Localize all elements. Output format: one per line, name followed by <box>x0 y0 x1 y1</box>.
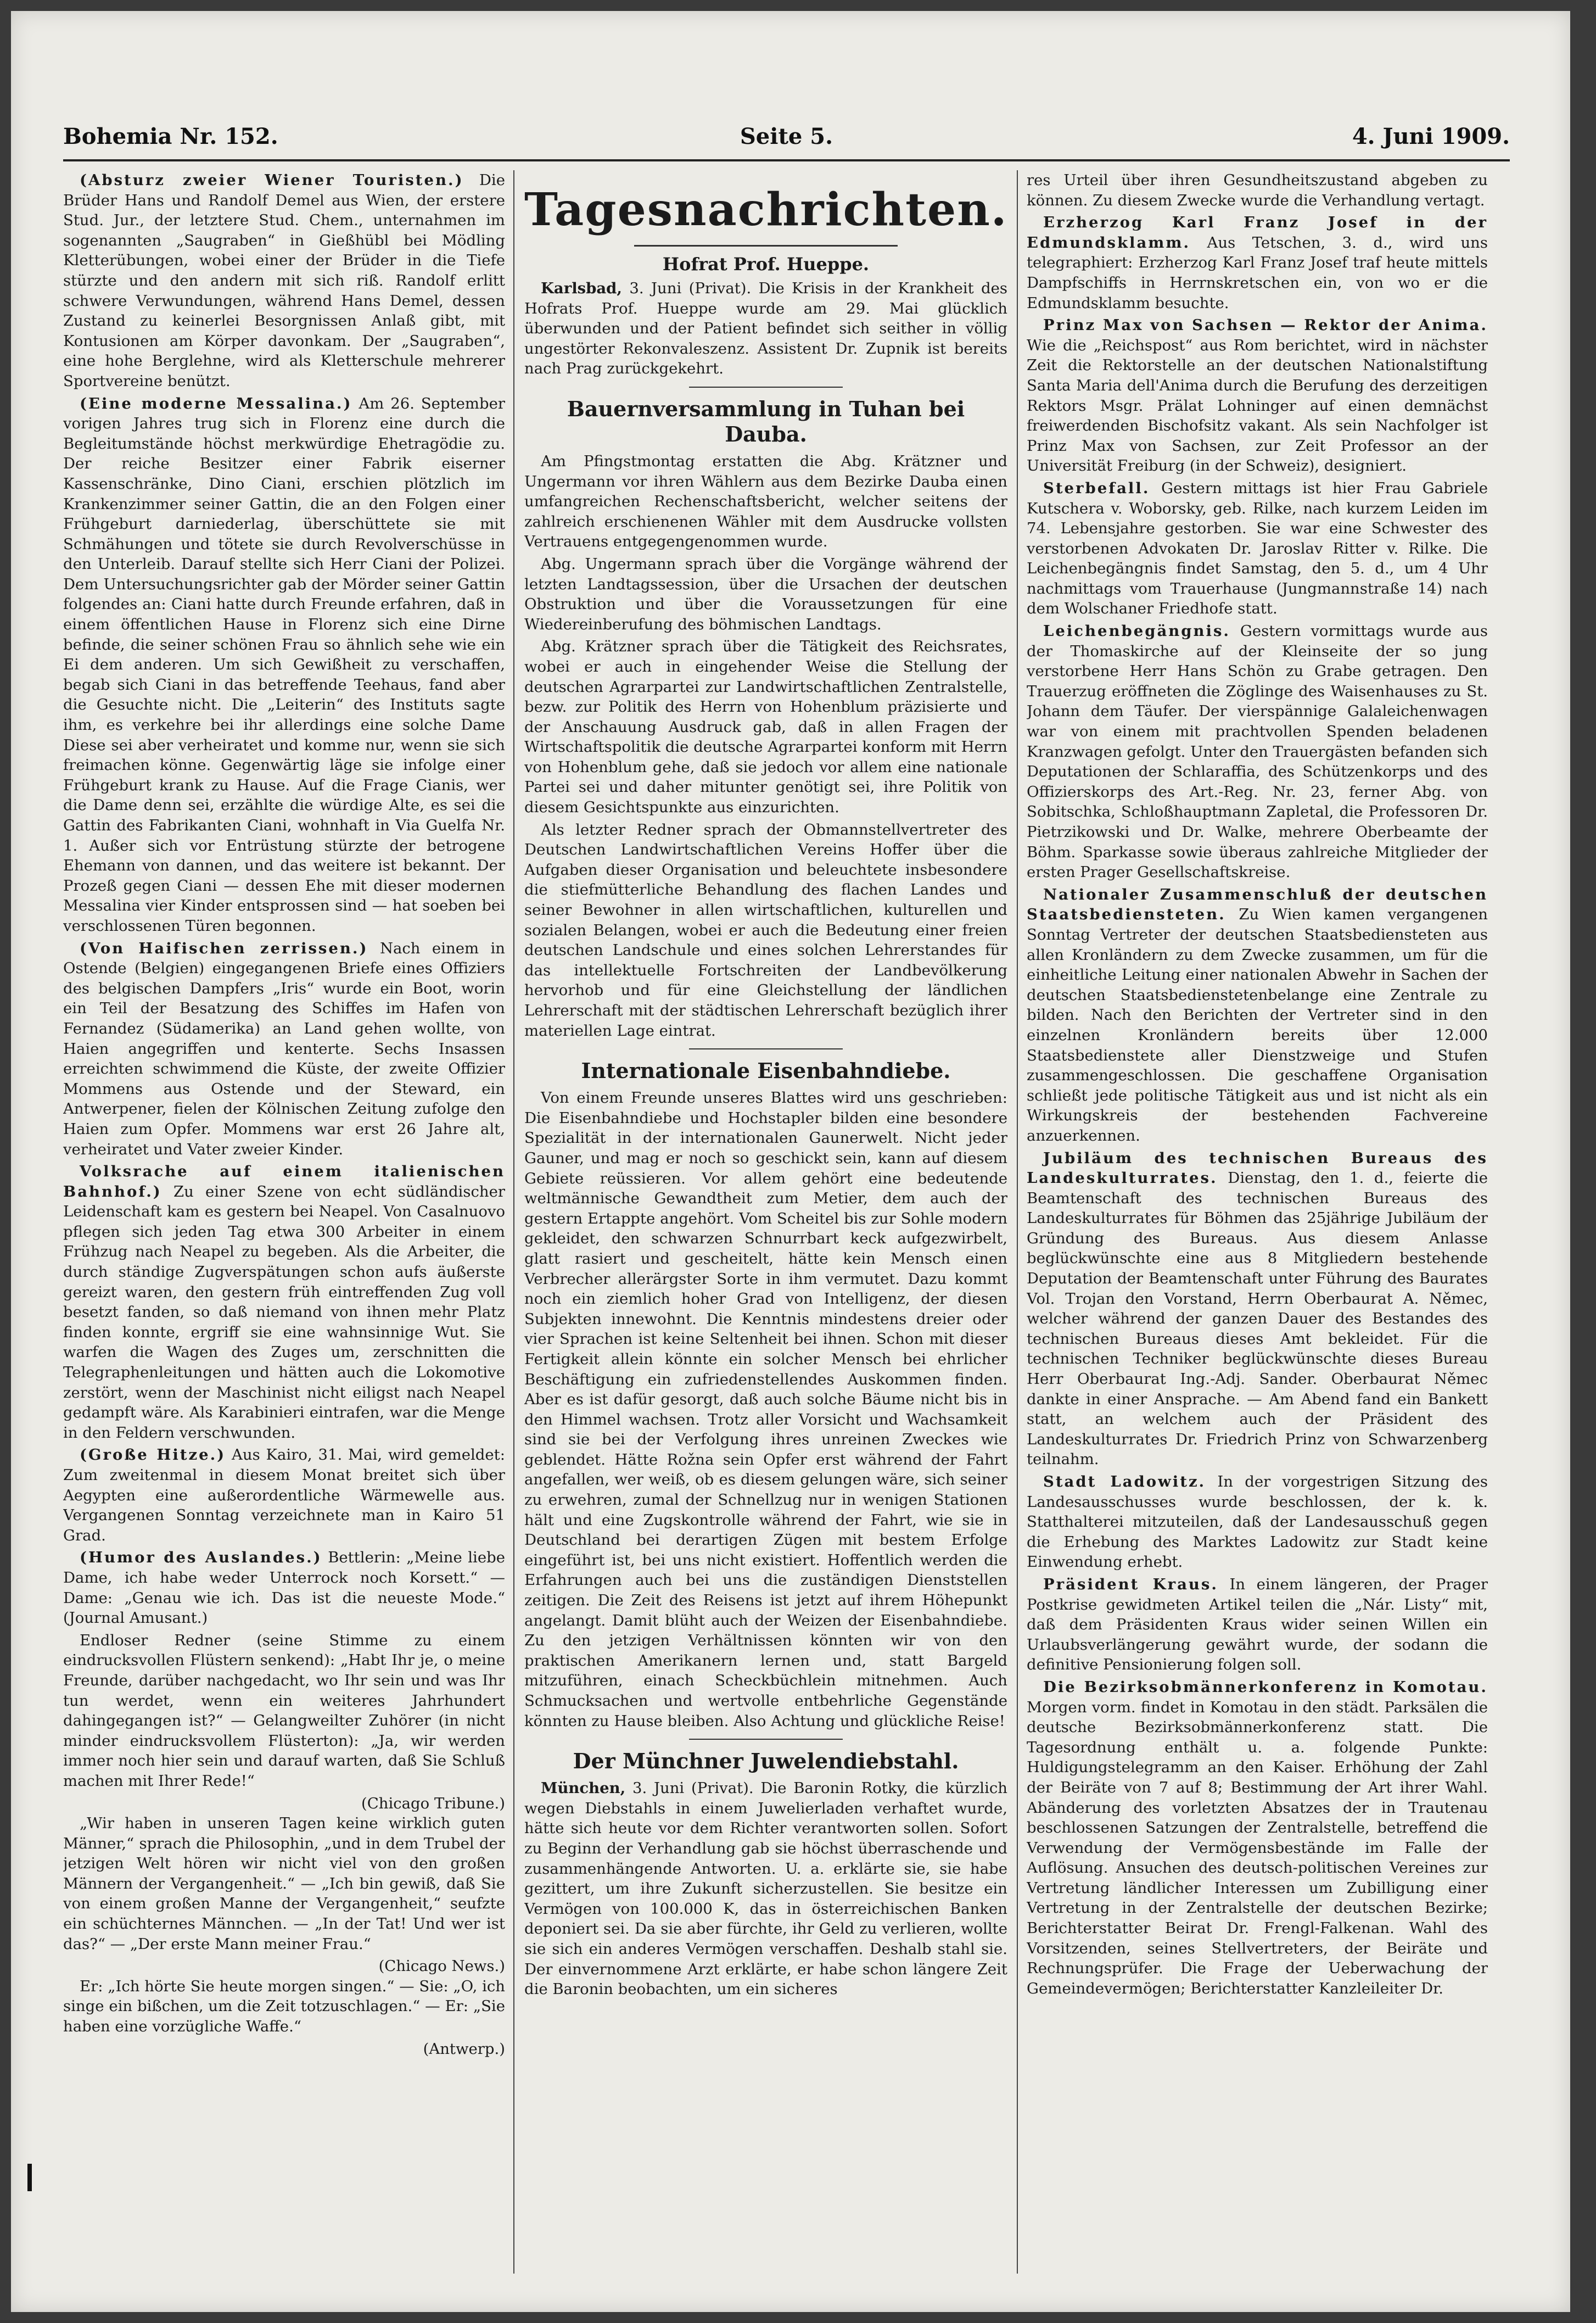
article-continuation: res Urteil über ihren Gesundheitszustand abgeben zu können. Zu diesem Zwecke wurde die Verhandlung vertagt. <box>1027 171 1488 209</box>
article-leichenbegaengnis: Leichenbegängnis. Gestern vormittags wurde aus der Thomaskirche auf der Kleinseite der so jung verstorbene Herr Hans Schön zu Grabe getragen. Den Trauerzug eröffneten die Zöglinge des Waisenhauses zu St. Johann dem Täufer. Der vierspännige Galaleichenwagen war von einem mit prachtvollen Spenden beladenen Kranzwagen gefolgt. Unter den Trauergästen befanden sich Deputationen der Schlaraffia, des Schützenkorps und des Offizierskorps des Art.-Reg. Nr. 23, ferner Abg. von Sobitschka, Schloßhauptmann Zapletal, die Professoren Dr. Pietrzikowski und Dr. Walke, mehrere Oberbeamte der Böhm. Sparkasse sowie überaus zahlreiche Mitglieder der ersten Prager Gesellschaftskreise. <box>1027 622 1488 881</box>
article-sterbefall: Sterbefall. Gestern mittags ist hier Frau Gabriele Kutschera v. Woborsky, geb. Rilke, nach kurzem Leiden im 74. Lebensjahre gestorben. Sie war eine Schwester des verstorbenen Advokaten Dr. Jaroslav Ritter v. Rilke. Die Leichenbegängnis findet Samstag, den 5. d., um 4 Uhr nachmittags vom Trauerhause (Jungmannstraße 14) nach dem Wolschaner Friedhofe statt. <box>1027 479 1488 618</box>
column-3 <box>1027 170 1488 2274</box>
humor-singing: Er: „Ich hörte Sie heute morgen singen.“ — Sie: „O, ich singe ein bißchen, um die Zeit totzuschlagen.“ — Er: „Sie haben eine vorzügliche Waffe.“ <box>63 1977 505 2036</box>
headline-juwelendiebstahl: Der Münchner Juwelendiebstahl. <box>573 1749 959 1774</box>
header-page-number: Seite 5. <box>740 124 833 149</box>
article-komotau: Die Bezirksobmännerkonferenz in Komotau. Morgen vorm. findet in Komotau in den städt. Parksälen die deutsche Bezirksobmännerkonferenz statt. Die Tagesordnung enthält u. a. folgende Punkte: Huldigungstelegramm an den Kaiser. Erhöhung der Zahl der Beiräte von 7 auf 8; Bestimmung der Art ihrer Wahl. Abänderung des vorletzten Absatzes der in Trautenau beschlossenen Satzungen der Zentralstelle, betreffend die Verwendung der Vermögensbestände im Falle der Auflösung. Ansuchen des deutsch-politischen Vereines zur Vertretung ländlicher Interessen um Zubilligung einer Vertretung in der Zentralstelle der deutschen Bezirke; Berichterstatter Beirat Dr. Frengl-Falkenan. Wahl des Vorsitzenden, seines Stellvertreters, der Beiräte und Rechnungsprüfer. Die Frage der Ueberwachung der Gemeindevermögen; Berichterstatter Kanzleileiter Dr. <box>1027 1678 1488 1997</box>
column-divider <box>1017 170 1018 2274</box>
source-credit: (Antwerp.) <box>423 2040 505 2058</box>
headline-eisenbahndiebe: Internationale Eisenbahndiebe. <box>581 1058 951 1084</box>
column-divider <box>513 170 514 2274</box>
humor-philosopher: „Wir haben in unseren Tagen keine wirklich guten Männer,“ sprach die Philosophin, „und in dem Trubel der jetzigen Welt hören wir nicht viel von den großen Männern der Vergangenheit.“ — „Ich bin gewiß, daß Sie von einem großen Manne der Vergangenheit,“ seufzte ein schüchternes Männchen. — „In der Tat! Und wer ist das?“ — „Der erste Mann meiner Frau.“ <box>63 1814 505 1953</box>
article-paragraph: Abg. Krätzner sprach über die Tätigkeit des Reichsrates, wobei er auch in eingehender Weise die Stellung der deutschen Agrarpartei zur Landwirtschaftlichen Zentralstelle, bezw. zur Politik des Herrn von Hohenblum präzisierte und der Anschauung Ausdruck gab, daß in allen Fragen der Wirtschaftspolitik die deutsche Agrarpartei konform mit Herrn von Hohenblum gehe, daß sie jedoch vor allem eine nationale Partei sei und daher mitunter genötigt sei, ihre Politik von diesem Gesichtspunkte aus einzurichten. <box>524 638 1007 817</box>
article-humor: (Humor des Auslandes.) Bettlerin: „Meine liebe Dame, ich habe weder Unterrock noch Korsett.“ — Dame: „Genau wie ich. Das ist die neueste Mode.“ (Journal Amusant.) <box>63 1549 505 1627</box>
article-juwelendiebstahl: München, 3. Juni (Privat). Die Baronin Rotky, die kürzlich wegen Diebstahls in einem Juwelierladen verhaftet wurde, hätte sich heute vor dem Richter verantworten sollen. Sofort zu Beginn der Verhandlung gab sie höchst überraschende und zusammenhängende Antworten. U. a. erklärte sie, sie habe gezittert, um ihre Zukunft sicherzustellen. Sie besitze ein Vermögen von 100.000 K, das in österreichischen Banken deponiert sei. Da sie aber fürchte, ihr Geld zu verlieren, wollte sie sich ein anderes Vermögen verschaffen. Deshalb stahl sie. Der einvernommene Arzt erklärte, er habe schon längere Zeit die Baronin beobachten, um ein sicheres <box>524 1779 1007 1998</box>
humor-speaker: Endloser Redner (seine Stimme zu einem eindrucksvollen Flüstern senkend): „Habt Ihr je, o meine Freunde, darüber nachgedacht, wo Ihr sein und was Ihr tun werdet, wenn ein weiteres Jahrhundert dahingegangen ist?“ — Gelangweilter Zuhörer (in nicht minder eindrucksvollem Flüsterton): „Ja, wir werden immer noch hier sein und darauf warten, daß Sie Schluß machen mit Ihrer Rede!“ <box>63 1631 505 1790</box>
masthead-rule <box>634 245 898 247</box>
header-rule <box>63 159 1510 161</box>
article-staatsbedienstete: Nationaler Zusammenschluß der deutschen Staatsbediensteten. Zu Wien kamen vergangenen Sonntag Vertreter der deutschen Staatsbediensteten aus allen Kronländern zu dem Zwecke zusammen, um für die einheitliche Leitung einer nationalen Abwehr in Sachen der deutschen Staatsbedienstetenbelange eine Zentrale zu bilden. Nach den Berichten der Vertreter sind in den einzelnen Kronländern bereits über 12.000 Staatsbedienstete aller Dienstzweige und Stufen zusammengeschlossen. Die geschaffene Organisation schließt jede politische Tätigkeit aus und ist nicht als ein Wirkungskreis der bestehenden Fachvereine anzuerkennen. <box>1027 885 1488 1144</box>
header-issue: Bohemia Nr. 152. <box>63 124 278 149</box>
section-rule <box>689 1739 843 1740</box>
article-paragraph: Von einem Freunde unseres Blattes wird uns geschrieben: Die Eisenbahndiebe und Hochstapler bilden eine besondere Spezialität in der internationalen Gaunerwelt. Nicht jeder Gauner, und mag er noch so geschickt sein, kann auf diesem Gebiete reüssieren. Vor allem gehört eine bedeutende weltmännische Gewandtheit zum Metier, dem auch der gestern Ertappte angehört. Vom Scheitel bis zur Sohle modern gekleidet, den schwarzen Schnurrbart keck aufgezwirbelt, glatt rasiert und gescheitelt, hätte kein Mensch einen Verbrecher allerärgster Sorte in ihm vermutet. Dazu kommt noch ein ziemlich hoher Grad von Intelligenz, der diesen Subjekten innewohnt. Die Kenntnis mindestens dreier oder vier Sprachen ist keine Seltenheit bei ihnen. Schon mit dieser Fertigkeit allein könnte ein solcher Mensch bei ehrlicher Beschäftigung ein zufriedenstellendes Auskommen finden. Aber es ist dafür gesorgt, daß auch solche Bäume nicht bis in den Himmel wachsen. Trotz aller Vorsicht und Wachsamkeit sind sie bei der Verfolgung ihres unreinen Zweckes wie geblendet. Hätte Rožna sein Opfer erst während der Fahrt angefallen, wer weiß, ob es diesem gelungen wäre, sich seiner zu erwehren, zumal der Schnellzug nur in wenigen Stationen hält und eine Zugskontrolle während der Fahrt, wie sie in Deutschland bei derartigen Zügen mit bestem Erfolge eingeführt ist, bei uns nicht existiert. Hoffentlich werden die Erfahrungen auch bei uns die zuständigen Dienststellen zeitigen. Die Zeit des Reisens ist jetzt auf ihrem Höhepunkt angelangt. Damit blüht auch der Weizen der Eisenbahndiebe. Zu den jetzigen Verhältnissen könnten wir von den praktischen Amerikanern lernen und, statt Bargeld mitzuführen, einach Scheckbüchlein mitnehmen. Auch Schmucksachen und wertvolle entbehrliche Gegenstände könnten zu Hause bleiben. Also Achtung und glückliche Reise! <box>524 1089 1007 1730</box>
article-tourists: (Absturz zweier Wiener Touristen.) Die Brüder Hans und Randolf Demel aus Wien, der erstere Stud. Jur., der letztere Stud. Chem., unternahmen im sogenannten „Saugraben“ in Gießhübl bei Mödling Kletterübungen, wobei einer der Brüder in die Tiefe stürzte und den andern mit sich riß. Randolf erlitt schwere Verwundungen, während Hans Demel, dessen Zustand zu keinerlei Besorgnissen Anlaß gibt, mit Kontusionen am Körper davonkam. Der „Saugraben“, eine hohe Berglehne, wird als Kletterschule mehrerer Sportvereine benützt. <box>63 171 505 390</box>
article-ladowitz: Stadt Ladowitz. In der vorgestrigen Sitzung des Landesausschusses wurde beschlossen, der k. k. Statthalterei mitzuteilen, daß der Landesausschuß gegen die Erhebung des Marktes Ladowitz zur Stadt keine Einwendung erhebt. <box>1027 1473 1488 1571</box>
article-kraus: Präsident Kraus. In einem längeren, der Prager Postkrise gewidmeten Artikel teilen die „Nár. Listy“ mit, daß dem Präsidenten Kraus wider seinen Willen ein Urlaubsverlängerung gewährt wurde, der sodann die definitive Pensionierung folgen soll. <box>1027 1575 1488 1674</box>
article-hueppe: Karlsbad, 3. Juni (Privat). Die Krisis in der Krankheit des Hofrats Prof. Hueppe wurde am 29. Mai glücklich überwunden und der Patient befindet sich seither in völlig ungestörter Rekonvaleszenz. Assistent Dr. Zupnik ist bereits nach Prag zurückgekehrt. <box>524 280 1007 378</box>
headline-bauernversammlung: Bauernversammlung in Tuhan bei Dauba. <box>567 396 965 446</box>
newspaper-page <box>11 11 1570 2312</box>
header-date: 4. Juni 1909. <box>1352 124 1510 149</box>
page-header <box>63 118 1510 162</box>
section-rule <box>689 1048 843 1049</box>
article-paragraph: Am Pfingstmontag erstatten die Abg. Krätzner und Ungermann vor ihren Wählern aus dem Bezirke Dauba einen umfangreichen Rechenschaftsbericht, welcher seitens der zahlreich erschienenen Wähler mit dem Ausdrucke vollsten Vertrauens entgegengenommen wurde. <box>524 452 1007 551</box>
article-paragraph: Abg. Ungermann sprach über die Vorgänge während der letzten Landtagssession, über die Ursachen der deutschen Obstruktion und über die Voraussetzungen für eine Wiedereinberufung des böhmischen Landtags. <box>524 555 1007 633</box>
article-heat: (Große Hitze.) Aus Kairo, 31. Mai, wird gemeldet: Zum zweitenmal in diesem Monat breitet sich über Aegypten eine außerordentliche Wärmewelle aus. Vergangenen Sonntag verzeichnete man in Kairo 51 Grad. <box>63 1446 505 1544</box>
section-rule <box>689 387 843 388</box>
article-railway-station: Volksrache auf einem italienischen Bahnhof.) Zu einer Szene von echt südländischer Leidenschaft kam es gestern bei Neapel. Von Casalnuovo pflegen sich jeden Tag etwa 300 Arbeiter in einem Frühzug nach Neapel zu begeben. Als die Arbeiter, die durch ständige Zugverspätungen schon aufs äußerste gereizt waren, den gestern früh eintreffenden Zug voll besetzt fanden, so daß niemand von ihnen mehr Platz finden konnte, ergriff sie eine wahnsinnige Wut. Sie warfen die Wagen des Zuges um, zerschnitten die Telegraphenleitungen und hätten auch die Lokomotive zerstört, wenn der Maschinist nicht eiligst nach Neapel gedampft wäre. Als Karabinieri eintrafen, war die Menge in den Feldern verschwunden. <box>63 1163 505 1442</box>
column-1 <box>63 170 505 2274</box>
article-erzherzog: Erzherzog Karl Franz Josef in der Edmundsklamm. Aus Tetschen, 3. d., wird uns telegraphiert: Erzherzog Karl Franz Josef traf heute mittels Dampfschiffs in Herrnskretschen ein, von wo er die Edmundsklamm besuchte. <box>1027 214 1488 312</box>
headline-hueppe: Hofrat Prof. Hueppe. <box>662 254 870 275</box>
source-credit: (Chicago News.) <box>378 1957 505 1975</box>
source-credit: (Chicago Tribune.) <box>361 1794 505 1812</box>
article-jubilaeum: Jubiläum des technischen Bureaus des Landeskulturrates. Dienstag, den 1. d., feierte die Beamtenschaft des technischen Bureaus des Landeskulturrates für Böhmen das 25jährige Jubiläum der Gründung des Bureaus. Aus diesem Anlasse beglückwünschte eine aus 8 Mitgliedern bestehende Deputation der Beamtenschaft unter Führung des Baurates Vol. Trojan den Vorstand, Herrn Oberbaurat A. Němec, welcher während der ganzen Dauer des Bestandes des technischen Bureaus dieses Amt bekleidet. Für die technischen Techniker beglückwünschte dieses Bureau Herr Oberbaurat Ing.-Adj. Sander. Oberbaurat Němec dankte in einer Ansprache. — Am Abend fand ein Bankett statt, an welchem auch der Präsident des Landeskulturrates Dr. Friedrich Prinz von Schwarzenberg teilnahm. <box>1027 1149 1488 1468</box>
article-prinz-max: Prinz Max von Sachsen — Rektor der Anima. Wie die „Reichspost“ aus Rom berichtet, wird in nächster Zeit die Rektorstelle an der deutschen Nationalstiftung Santa Maria dell'Anima durch die Berufung des derzeitigen Rektors Msgr. Prälat Lohninger auf einen demnächst freiwerdenden Bischofsitz vakant. Als sein Nachfolger ist Prinz Max von Sachsen, zur Zeit Professor an der Universität Freiburg (in der Schweiz), designiert. <box>1027 316 1488 475</box>
article-sharks: (Von Haifischen zerrissen.) Nach einem in Ostende (Belgien) eingegangenen Briefe eines Offiziers des belgischen Dampfers „Iris“ wurde ein Boot, worin ein Teil der Besatzung des Schiffes im Hafen von Fernandez (Südamerika) an Land gehen wollte, von Haien angegriffen und kenterte. Sechs Insassen erreichten schwimmend die Küste, der zweite Offizier Mommens aus Ostende und der Steward, ein Antwerpener, fielen der Kölnischen Zeitung zufolge den Haien zum Opfer. Mommens war erst 26 Jahre alt, verheiratet und Vater zweier Kinder. <box>63 939 505 1158</box>
article-paragraph: Als letzter Redner sprach der Obmannstellvertreter des Deutschen Landwirtschaftlichen Vereins Hoffer über die Aufgaben dieser Organisation und beleuchtete insbesondere die stiefmütterliche Behandlung des flachen Landes und seiner Bewohner in allen wirtschaftlichen, kulturellen und sozialen Belangen, wobei er auch die Bedeutung einer freien deutschen Landschule und eines solchen Lehrerstandes für das intellektuelle Fortschreiten der Landbevölkerung hervorhob und für eine Gleichstellung der ländlichen Lehrerschaft mit der städtischen Lehrerschaft bezüglich ihrer materiellen Lage eintrat. <box>524 820 1007 1040</box>
column-2 <box>524 170 1007 2274</box>
section-masthead: Tagesnachrichten. <box>524 183 1007 236</box>
article-messalina: (Eine moderne Messalina.) Am 26. September vorigen Jahres trug sich in Florenz eine durch die Begleitumstände höchst merkwürdige Ehetragödie zu. Der reiche Besitzer einer Fabrik eiserner Kassenschränke, Dino Ciani, erschien plötzlich im Krankenzimmer seiner Gattin, die an den Folgen einer Frühgeburt darniederlag, überschüttete sie mit Schmähungen und tötete sie durch Revolverschüsse in den Unterleib. Darauf stellte sich Herr Ciani der Polizei. Dem Untersuchungsrichter gab der Mörder seiner Gattin folgendes an: Ciani hatte durch Freunde erfahren, daß in einem öffentlichen Hause in Florenz sich eine Dirne befinde, die seiner schönen Frau so ähnlich sehe wie ein Ei dem anderen. Um sich Gewißheit zu verschaffen, begab sich Ciani in das betreffende Teehaus, fand aber die Gesuchte nicht. Die „Leiterin“ des Instituts sagte ihm, es verkehre bei ihr allerdings eine solche Dame Diese sei aber verheiratet und komme nur, wenn sie sich freimachen könne. Gegenwärtig läge sie infolge einer Frühgeburt krank zu Hause. Auf die Frage Cianis, wer die Dame denn sei, erzählte die würdige Alte, es sei die Gattin des Fabrikanten Ciani, wohnhaft in Via Guelfa Nr. 1. Außer sich vor Entrüstung stürzte der betrogene Ehemann von dannen, und das weitere ist bekannt. Der Prozeß gegen Ciani — dessen Ehe mit dieser modernen Messalina vier Kinder entsprossen sind — hat soeben bei verschlossenen Türen begonnen. <box>63 394 505 935</box>
binding-mark <box>27 2164 32 2191</box>
